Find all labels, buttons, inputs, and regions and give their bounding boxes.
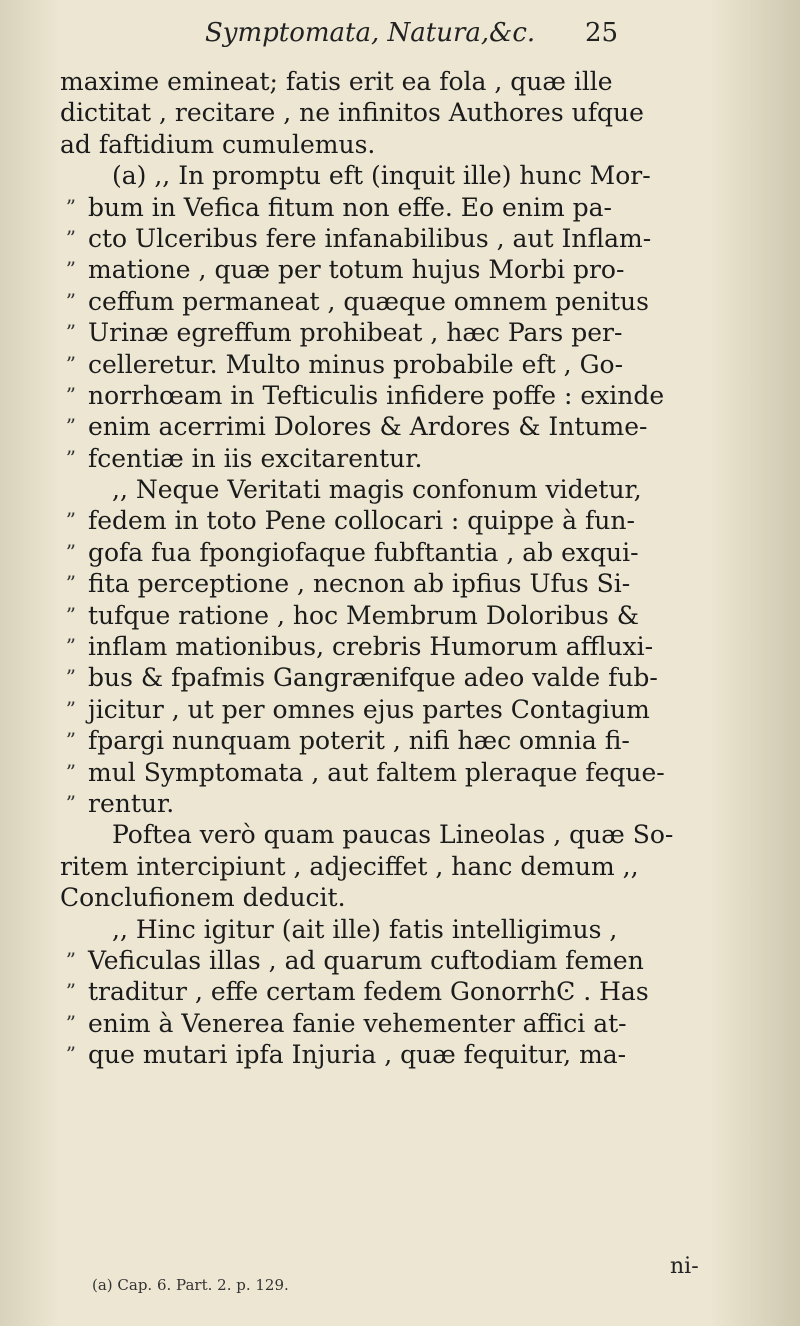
quote-mark: ” [65, 1010, 76, 1035]
text-line [40, 97, 740, 128]
text-line [40, 254, 740, 285]
text-line [40, 882, 740, 913]
quote-mark: ” [65, 665, 76, 690]
text-line [40, 443, 740, 474]
text-line [40, 1008, 740, 1039]
quote-mark: ” [65, 634, 76, 659]
line-text: cto Ulceribus fere infanabilibus , aut Inflam- [88, 223, 652, 253]
line-text: ceffum permaneat , quæque omnem penitus [88, 286, 649, 316]
line-text: tufque ratione , hoc Membrum Doloribus & [88, 600, 640, 630]
footnote: (a) Cap. 6. Part. 2. p. 129. [92, 1276, 289, 1294]
text-line [40, 66, 740, 97]
running-title: Symptomata, Natura,&c. [205, 18, 536, 48]
line-text: dictitat , recitare , ne infinitos Authores ufque [60, 98, 644, 128]
text-line [40, 474, 740, 505]
quote-mark: ” [65, 947, 76, 972]
line-text: ,, Neque Veritati magis confonum videtur, [112, 475, 642, 505]
line-text: matione , quæ per totum hujus Morbi pro- [88, 255, 625, 285]
text-line [40, 129, 740, 160]
text-line [40, 1039, 740, 1070]
line-text: ,, Hinc igitur (ait ille) fatis intelligimus , [112, 914, 618, 944]
body-text [40, 66, 740, 1071]
text-line [40, 662, 740, 693]
line-text: gofa fua fpongiofaque fubftantia , ab exqui- [88, 537, 639, 567]
quote-mark: ” [65, 194, 76, 219]
line-text: traditur , effe certam fedem GonorrhϾ . Has [88, 977, 649, 1007]
line-text: jicitur , ut per omnes ejus partes Contagium [88, 694, 650, 724]
text-line [40, 286, 740, 317]
line-text: fedem in toto Pene collocari : quippe à fun- [88, 506, 635, 536]
text-line [40, 317, 740, 348]
text-line [40, 600, 740, 631]
text-line [40, 851, 740, 882]
line-text: enim à Venerea fanie vehementer affici at- [88, 1008, 627, 1038]
line-text: bus & fpafmis Gangrænifque adeo valde fub- [88, 663, 658, 693]
line-text: ad faftidium cumulemus. [60, 129, 376, 159]
quote-mark: ” [65, 602, 76, 627]
text-line [40, 380, 740, 411]
quote-mark: ” [65, 445, 76, 470]
text-line [40, 411, 740, 442]
text-line [40, 223, 740, 254]
line-text: rentur. [88, 788, 175, 818]
page-header [205, 18, 705, 58]
line-text: bum in Vefica fitum non effe. Eo enim pa- [88, 192, 612, 222]
quote-mark: ” [65, 351, 76, 376]
text-line [40, 914, 740, 945]
line-text: mul Symptomata , aut faltem pleraque feque- [88, 757, 665, 787]
line-text: que mutari ipfa Injuria , quæ fequitur, ma- [88, 1040, 627, 1070]
line-text: enim acerrimi Dolores & Ardores & Intume- [88, 412, 648, 442]
quote-mark: ” [65, 539, 76, 564]
text-line [40, 788, 740, 819]
line-text: norrhœam in Tefticulis infidere poffe : exinde [88, 380, 665, 410]
text-line [40, 505, 740, 536]
quote-mark: ” [65, 728, 76, 753]
quote-mark: ” [65, 414, 76, 439]
text-line [40, 349, 740, 380]
text-line [40, 160, 740, 191]
quote-mark: ” [65, 790, 76, 815]
text-line [40, 537, 740, 568]
text-line [40, 945, 740, 976]
quote-mark: ” [65, 382, 76, 407]
catchword: ni- [670, 1254, 699, 1279]
text-line [40, 192, 740, 223]
line-text: (a) ,, In promptu eft (inquit ille) hunc Mor- [112, 161, 651, 191]
text-line [40, 631, 740, 662]
quote-mark: ” [65, 696, 76, 721]
line-text: fcentiæ in iis excitarentur. [88, 443, 423, 473]
quote-mark: ” [65, 257, 76, 282]
line-text: Veficulas illas , ad quarum cuftodiam femen [88, 945, 644, 975]
text-line [40, 568, 740, 599]
quote-mark: ” [65, 1042, 76, 1067]
quote-mark: ” [65, 508, 76, 533]
quote-mark: ” [65, 320, 76, 345]
line-text: Poftea verò quam paucas Lineolas , quæ So- [112, 820, 674, 850]
line-text: fita perceptione , necnon ab ipfius Ufus Si- [88, 569, 631, 599]
line-text: ritem intercipiunt , adjeciffet , hanc demum ,, [60, 851, 639, 881]
line-text: Urinæ egreffum prohibeat , hæc Pars per- [88, 318, 623, 348]
quote-mark: ” [65, 288, 76, 313]
line-text: Conclufionem deducit. [60, 883, 346, 913]
line-text: maxime emineat; fatis erit ea fola , quæ ille [60, 67, 613, 96]
quote-mark: ” [65, 571, 76, 596]
text-line [40, 819, 740, 850]
line-text: inflam mationibus, crebris Humorum affluxi- [88, 632, 654, 662]
quote-mark: ” [65, 225, 76, 250]
quote-mark: ” [65, 759, 76, 784]
line-text: fpargi nunquam poterit , nifi hæc omnia fi- [88, 726, 630, 756]
page-number: 25 [585, 18, 619, 48]
line-text: celleretur. Multo minus probabile eft , Go- [88, 349, 624, 379]
quote-mark: ” [65, 979, 76, 1004]
text-line [40, 694, 740, 725]
text-line [40, 725, 740, 756]
text-line [40, 976, 740, 1007]
text-line [40, 757, 740, 788]
